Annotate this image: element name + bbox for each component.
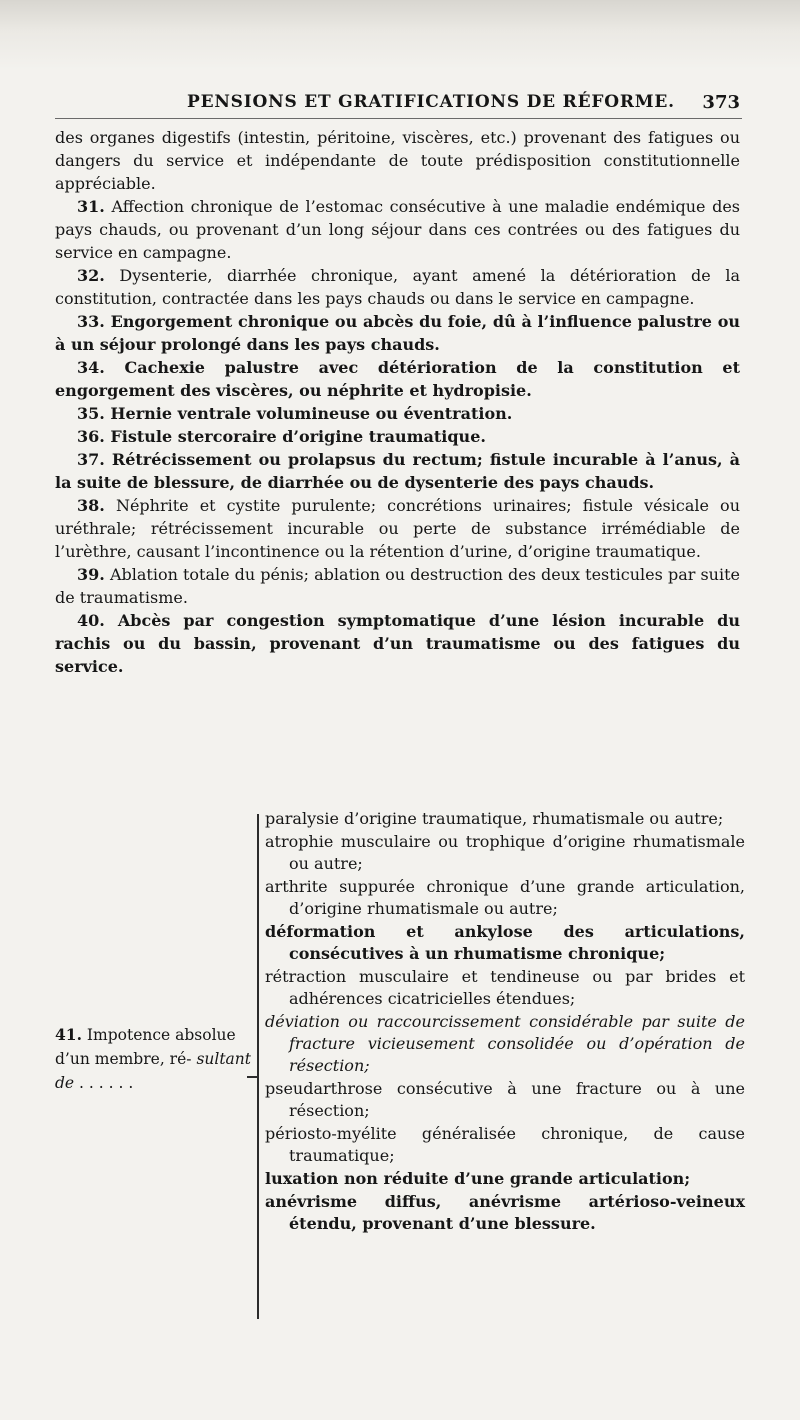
item-41-causes	[265, 808, 745, 1236]
item-number: 34.	[77, 358, 105, 377]
item-number: 35.	[77, 404, 105, 423]
cause-item: atrophie musculaire ou trophique d’origine rhumatismale ou autre;	[265, 832, 745, 873]
cause-item: déformation et ankylose des articulations, consécutives à un rhumatisme chronique;	[265, 922, 745, 963]
cause-item: luxation non réduite d’une grande articulation;	[265, 1169, 691, 1188]
cause-item: pseudarthrose consécutive à une fracture ou à une résection;	[265, 1079, 745, 1120]
cause-item: anévrisme diffus, anévrisme artérioso-veineux étendu, provenant d’une blessure.	[265, 1192, 745, 1233]
item-41-block	[55, 808, 745, 1318]
item-number: 33.	[77, 312, 105, 331]
body-text	[55, 126, 740, 678]
page-header	[55, 92, 742, 119]
cause-item: périosto-myélite généralisée chronique, de cause traumatique;	[265, 1124, 745, 1165]
item-text: Affection chronique de l’estomac consécutive à une maladie endémique des pays chauds, ou provenant d’un long séjour dans ces contrées ou des fatigues du service en campagne.	[55, 197, 740, 262]
scan-shadow	[0, 0, 800, 70]
item-number: 40.	[77, 611, 105, 630]
item-text: Engorgement chronique ou abcès du foie, dû à l’influence palustre ou à un séjour prolongé dans les pays chauds.	[55, 312, 740, 354]
paragraph-34	[55, 356, 740, 402]
paragraph-33	[55, 310, 740, 356]
cause-item: rétraction musculaire et tendineuse ou par brides et adhérences cicatricielles étendues;	[265, 967, 745, 1008]
item-text: Néphrite et cystite purulente; concrétions urinaires; fistule vésicale ou uréthrale; rétrécissement incurable ou perte de substance irrémédiable de l’urèthre, causant l’incontinence ou la rétention d’urine, d’origine traumatique.	[55, 496, 740, 561]
item-number: 39.	[77, 565, 105, 584]
item-number: 32.	[77, 266, 105, 285]
paragraph-35	[55, 402, 740, 425]
item-text: Ablation totale du pénis; ablation ou destruction des deux testicules par suite de traumatisme.	[55, 565, 740, 607]
paragraph-40	[55, 609, 740, 678]
paragraph-39	[55, 563, 740, 609]
brace-line	[257, 814, 259, 1319]
leader-dots: . . . . . .	[79, 1074, 134, 1092]
item-number: 36.	[77, 427, 105, 446]
item-text: Dysenterie, diarrhée chronique, ayant amené la détérioration de la constitution, contractée dans les pays chauds ou dans le service en campagne.	[55, 266, 740, 308]
brace-point	[247, 1076, 259, 1078]
item-41-lead	[55, 1023, 255, 1095]
item-number: 41.	[55, 1025, 82, 1044]
paragraph-36	[55, 425, 740, 448]
cause-item: déviation ou raccourcissement considérable par suite de fracture vicieusement consolidée ou d’opération de résection;	[265, 1012, 745, 1075]
running-title: PENSIONS ET GRATIFICATIONS DE RÉFORME.	[187, 92, 675, 112]
item-41-lead-italic: sultant de	[55, 1050, 252, 1092]
paragraph-38	[55, 494, 740, 563]
item-text: Fistule stercoraire d’origine traumatique.	[110, 427, 486, 446]
cause-item: paralysie d’origine traumatique, rhumatismale ou autre;	[265, 809, 724, 828]
paragraph-37	[55, 448, 740, 494]
item-text: Abcès par congestion symptomatique d’une lésion incurable du rachis ou du bassin, provenant d’un traumatisme ou des fatigues du service.	[55, 611, 740, 676]
item-41-lead-text: Impotence absolue d’un membre, ré-	[55, 1026, 236, 1068]
paragraph-continuation: des organes digestifs (intestin, péritoine, viscères, etc.) provenant des fatigues ou dangers du service et indépendante de toute prédisposition constitutionnelle appréciable.	[55, 128, 740, 193]
item-text: Cachexie palustre avec détérioration de la constitution et engorgement des viscères, ou néphrite et hydropisie.	[55, 358, 740, 400]
item-number: 37.	[77, 450, 105, 469]
paragraph-31	[55, 195, 740, 264]
item-text: Rétrécissement ou prolapsus du rectum; fistule incurable à l’anus, à la suite de blessure, de diarrhée ou de dysenterie des pays chauds.	[55, 450, 740, 492]
item-number: 31.	[77, 197, 105, 216]
paragraph-32	[55, 264, 740, 310]
item-text: Hernie ventrale volumineuse ou éventration.	[110, 404, 513, 423]
cause-item: arthrite suppurée chronique d’une grande articulation, d’origine rhumatismale ou autre;	[265, 877, 745, 918]
item-number: 38.	[77, 496, 105, 515]
page-number: 373	[702, 92, 740, 113]
